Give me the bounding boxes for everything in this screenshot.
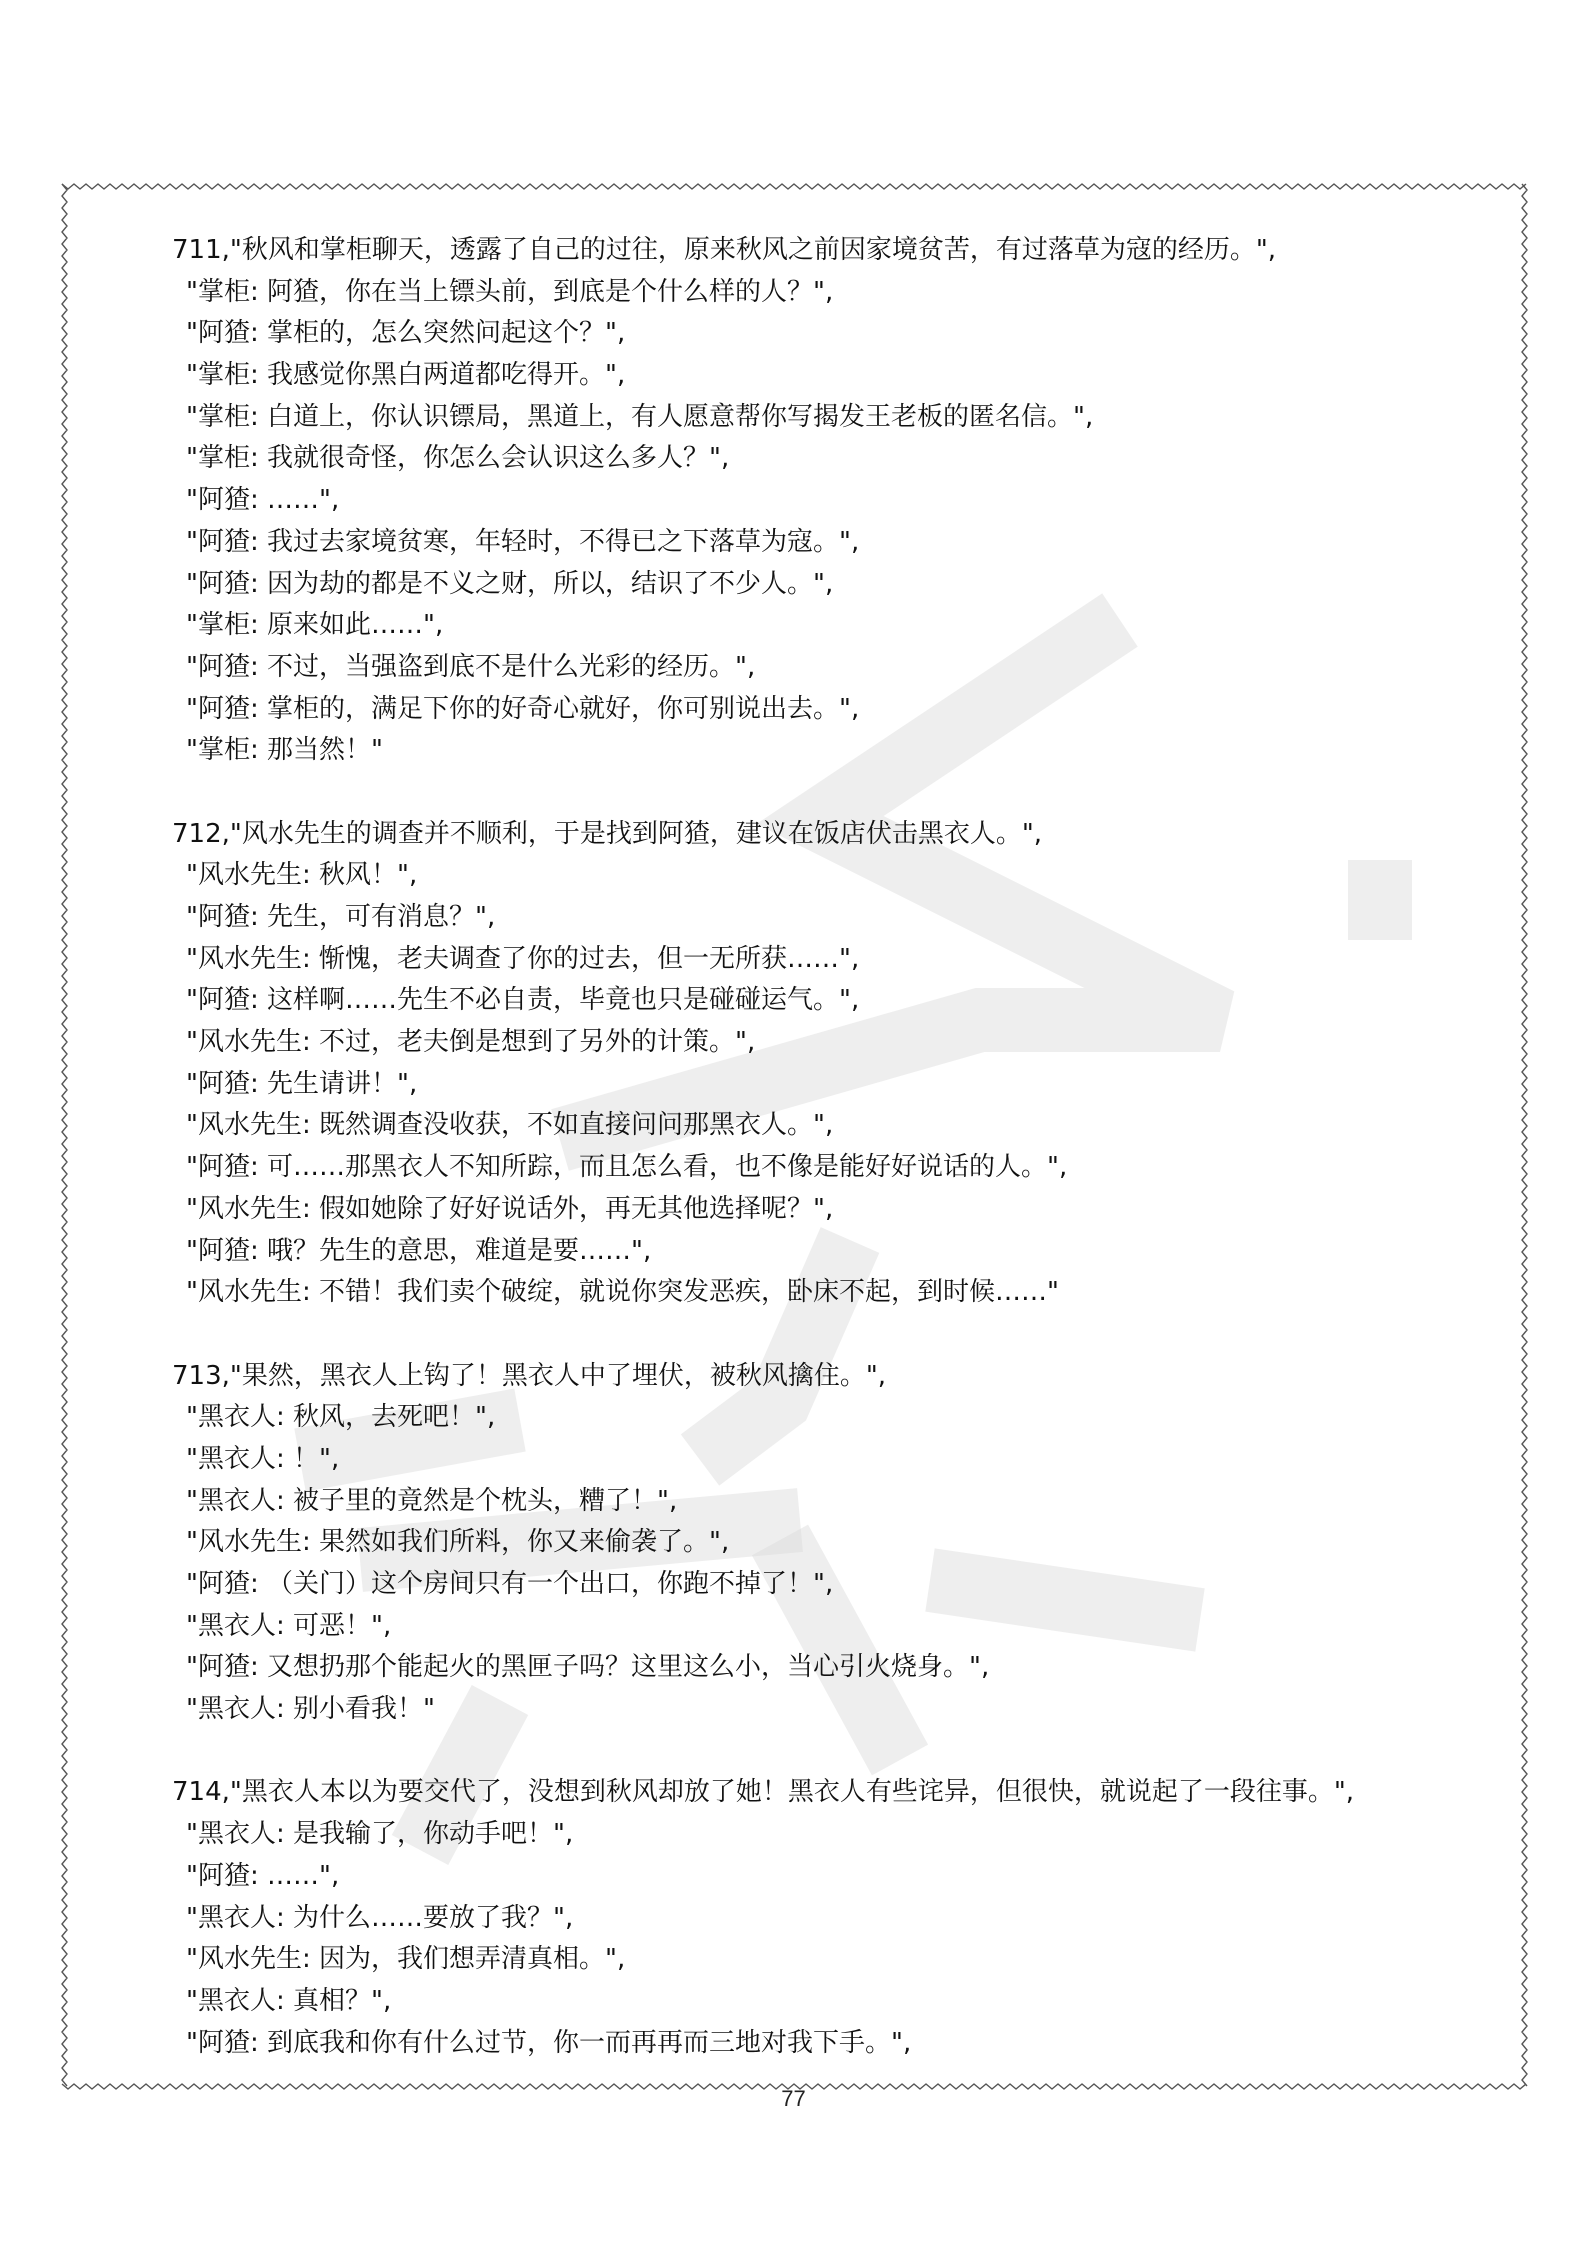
dialogue-line: "风水先生: 不过，老夫倒是想到了另外的计策。", xyxy=(186,1027,756,1058)
section-714 xyxy=(172,1772,1472,2064)
dialogue-line: "风水先生: 惭愧，老夫调查了你的过去，但一无所获……", xyxy=(186,943,860,974)
dialogue-line: "阿猹: 我过去家境贫寒，年轻时，不得已之下落草为寇。", xyxy=(186,526,860,557)
dialogue-line: "阿猹: 哦？先生的意思，难道是要……", xyxy=(186,1235,652,1266)
section-spacer xyxy=(172,772,1472,814)
dialogue-line: "阿猹: （关门）这个房间只有一个出口，你跑不掉了！", xyxy=(186,1569,834,1599)
dialogue-line: "阿猹: 掌柜的，满足下你的好奇心就好，你可别说出去。", xyxy=(186,693,860,724)
section-713 xyxy=(172,1356,1472,1731)
section-header: 711,"秋风和掌柜聊天，透露了自己的过往，原来秋风之前因家境贫苦，有过落草为寇的经历。", xyxy=(172,235,1277,265)
dialogue-line: "黑衣人: 为什么……要放了我？", xyxy=(186,1902,574,1933)
section-spacer xyxy=(172,1314,1472,1356)
dialogue-line: "风水先生: 不错！我们卖个破绽，就说你突发恶疾，卧床不起，到时候……" xyxy=(186,1277,1059,1308)
section-712 xyxy=(172,814,1472,1314)
dialogue-line: "阿猹: 这样啊……先生不必自责，毕竟也只是碰碰运气。", xyxy=(186,985,860,1016)
dialogue-line: "阿猹: 先生请讲！", xyxy=(186,1068,418,1099)
dialogue-line: "阿猹: 因为劫的都是不义之财，所以，结识了不少人。", xyxy=(186,568,834,599)
dialogue-line: "阿猹: 可……那黑衣人不知所踪，而且怎么看，也不像是能好好说话的人。", xyxy=(186,1152,1068,1183)
section-header: 712,"风水先生的调查并不顺利，于是找到阿猹，建议在饭店伏击黑衣人。", xyxy=(172,818,1043,849)
dialogue-line: "风水先生: 因为，我们想弄清真相。", xyxy=(186,1944,626,1975)
page-number: 77 xyxy=(781,2086,806,2111)
dialogue-line: "掌柜: 我就很奇怪，你怎么会认识这么多人？", xyxy=(186,443,730,474)
dialogue-line: "黑衣人: 是我输了，你动手吧！", xyxy=(186,1819,574,1850)
section-spacer xyxy=(172,1731,1472,1773)
dialogue-line: "掌柜: 那当然！" xyxy=(186,735,383,766)
dialogue-line: "掌柜: 阿猹，你在当上镖头前，到底是个什么样的人？", xyxy=(186,276,834,307)
dialogue-line: "黑衣人: 可恶！", xyxy=(186,1610,392,1641)
dialogue-line: "风水先生: 既然调查没收获，不如直接问问那黑衣人。", xyxy=(186,1110,834,1141)
dialogue-line: "阿猹: ……", xyxy=(186,1860,340,1891)
dialogue-line: "掌柜: 原来如此……", xyxy=(186,610,444,641)
dialogue-line: "阿猹: 先生，可有消息？", xyxy=(186,902,496,932)
dialogue-line: "黑衣人: ！", xyxy=(186,1443,340,1474)
document-body xyxy=(172,230,1472,2064)
section-header: 714,"黑衣人本以为要交代了，没想到秋风却放了她！黑衣人有些诧异，但很快，就说起了一段往事。", xyxy=(172,1777,1355,1808)
dialogue-line: "阿猹: 不过，当强盗到底不是什么光彩的经历。", xyxy=(186,651,756,682)
dialogue-line: "黑衣人: 真相？", xyxy=(186,1985,392,2016)
dialogue-line: "掌柜: 我感觉你黑白两道都吃得开。", xyxy=(186,360,626,391)
dialogue-line: "掌柜: 白道上，你认识镖局，黑道上，有人愿意帮你写揭发王老板的匿名信。", xyxy=(186,401,1094,432)
dialogue-line: "黑衣人: 秋风，去死吧！", xyxy=(186,1402,496,1433)
dialogue-line: "风水先生: 秋风！", xyxy=(186,860,418,891)
dialogue-line: "阿猹: 到底我和你有什么过节，你一而再再而三地对我下手。", xyxy=(186,2027,912,2058)
dialogue-line: "阿猹: ……", xyxy=(186,485,340,516)
section-header: 713,"果然，黑衣人上钩了！黑衣人中了埋伏，被秋风擒住。", xyxy=(172,1360,887,1391)
dialogue-line: "黑衣人: 别小看我！" xyxy=(186,1694,435,1725)
dialogue-line: "风水先生: 假如她除了好好说话外，再无其他选择呢？", xyxy=(186,1193,834,1224)
section-711 xyxy=(172,230,1472,772)
dialogue-line: "阿猹: 又想扔那个能起火的黑匣子吗？这里这么小，当心引火烧身。", xyxy=(186,1652,990,1683)
dialogue-line: "风水先生: 果然如我们所料，你又来偷袭了。", xyxy=(186,1527,730,1558)
dialogue-line: "阿猹: 掌柜的，怎么突然问起这个？", xyxy=(186,318,626,349)
dialogue-line: "黑衣人: 被子里的竟然是个枕头，糟了！", xyxy=(186,1485,678,1516)
